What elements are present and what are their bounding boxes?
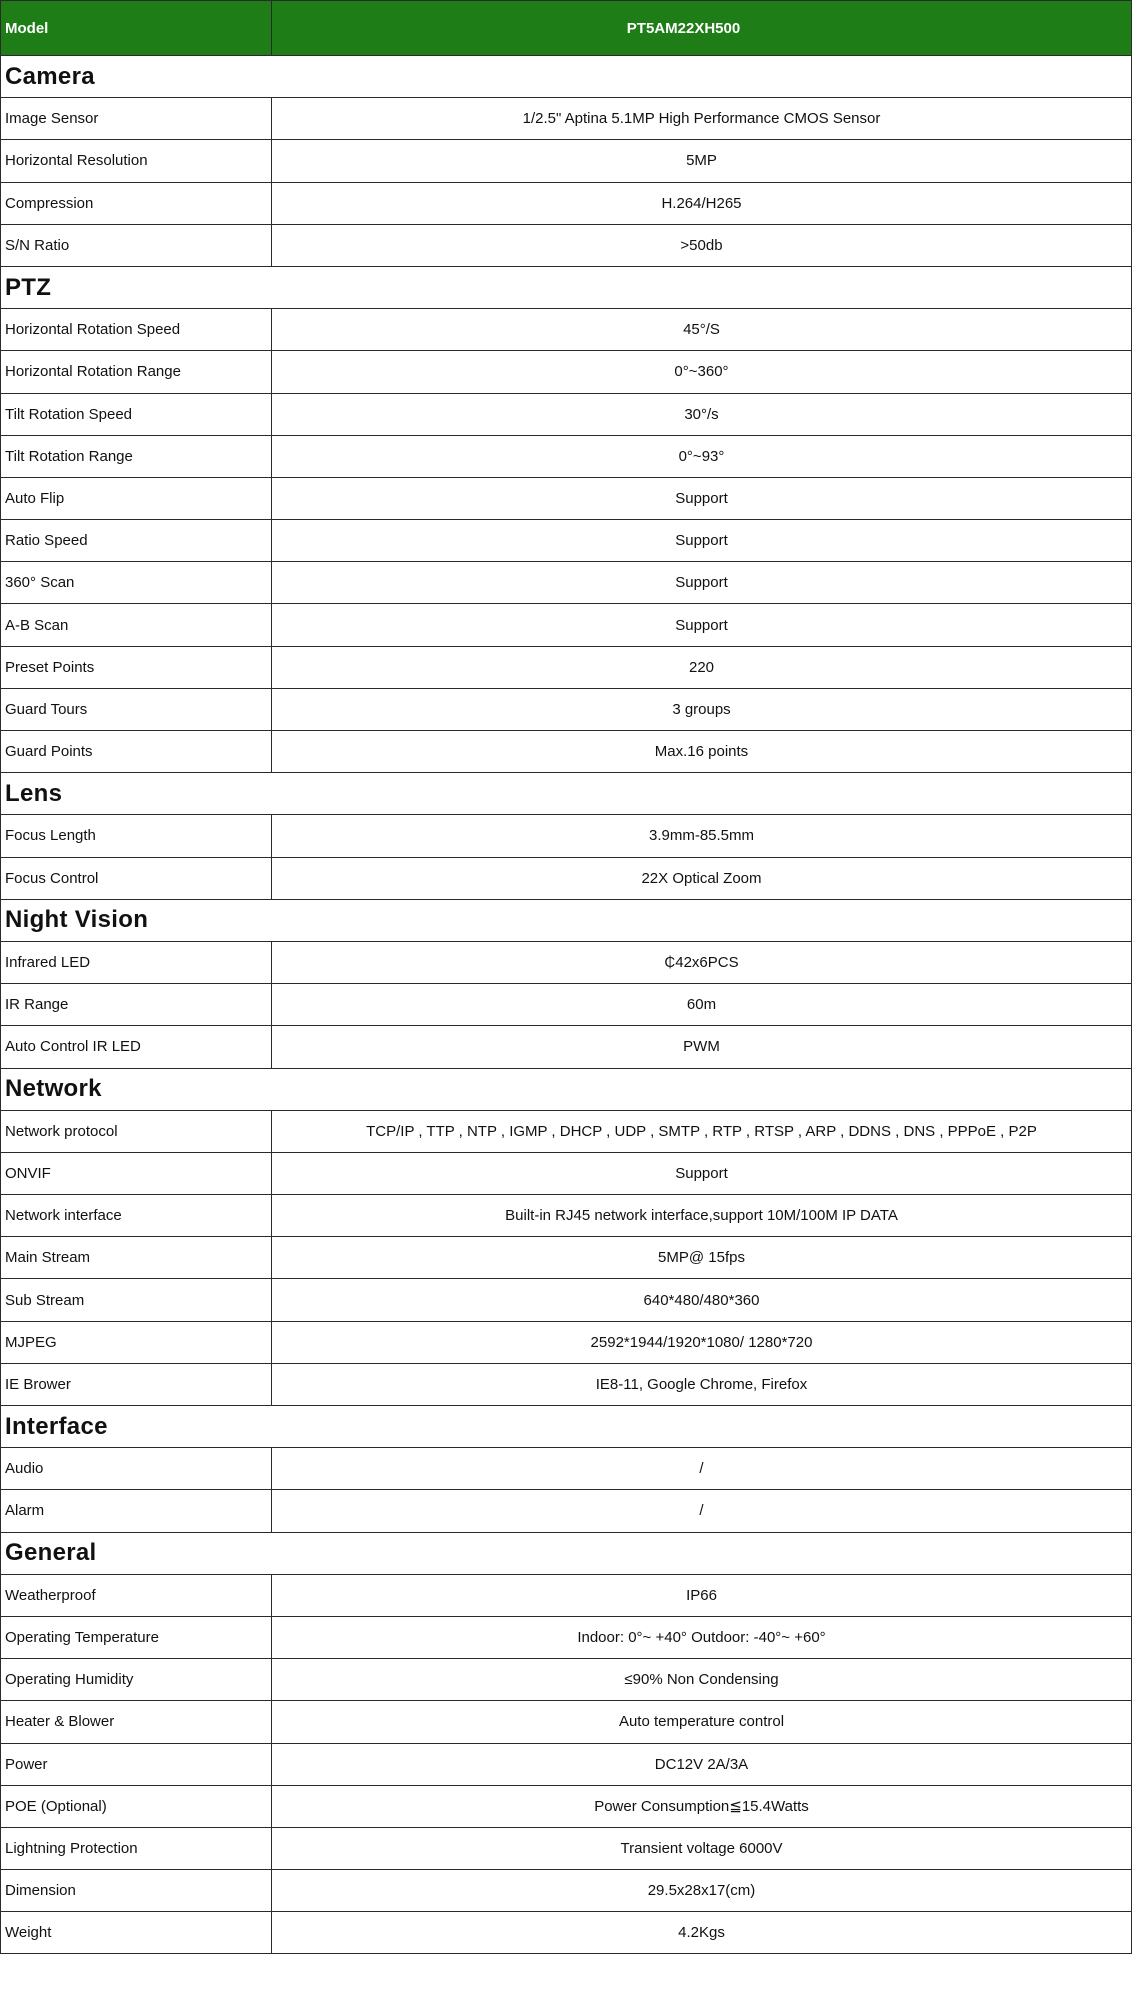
spec-label: Image Sensor [1,98,272,140]
spec-value: Support [272,1152,1132,1194]
spec-value: 45°/S [272,309,1132,351]
table-row [1,182,1132,224]
spec-value: TCP/IP , TTP , NTP , IGMP , DHCP , UDP , SMTP , RTP , RTSP , ARP , DDNS , DNS , PPPoE , P2P [272,1110,1132,1152]
spec-label: Horizontal Rotation Speed [1,309,272,351]
table-row [1,140,1132,182]
table-row [1,520,1132,562]
spec-label: Lightning Protection [1,1827,272,1869]
header-label: Model [1,1,272,56]
spec-label: MJPEG [1,1321,272,1363]
section-title: Network [1,1068,1132,1110]
spec-value: 3 groups [272,688,1132,730]
table-row [1,1701,1132,1743]
spec-label: Dimension [1,1870,272,1912]
table-row [1,1870,1132,1912]
spec-value: 5MP@ 15fps [272,1237,1132,1279]
table-row [1,1659,1132,1701]
table-row [1,224,1132,266]
spec-value: 0°~360° [272,351,1132,393]
spec-value: PWM [272,1026,1132,1068]
table-row [1,941,1132,983]
spec-value: ≤90% Non Condensing [272,1659,1132,1701]
spec-value: Indoor: 0°~ +40° Outdoor: -40°~ +60° [272,1616,1132,1658]
spec-value: Support [272,520,1132,562]
spec-label: Network protocol [1,1110,272,1152]
table-row [1,604,1132,646]
section-title: Lens [1,773,1132,815]
table-row [1,435,1132,477]
spec-label: Operating Humidity [1,1659,272,1701]
spec-value: Support [272,604,1132,646]
spec-label: Weight [1,1912,272,1954]
spec-label: Audio [1,1448,272,1490]
table-row [1,1321,1132,1363]
table-row [1,1110,1132,1152]
section-row [1,1406,1132,1448]
spec-value: Auto temperature control [272,1701,1132,1743]
spec-value: H.264/H265 [272,182,1132,224]
section-row [1,773,1132,815]
spec-label: Weatherproof [1,1574,272,1616]
spec-value: >50db [272,224,1132,266]
spec-label: S/N Ratio [1,224,272,266]
spec-label: Power [1,1743,272,1785]
section-title: Camera [1,56,1132,98]
table-row [1,1448,1132,1490]
spec-label: Horizontal Rotation Range [1,351,272,393]
spec-label: Auto Flip [1,477,272,519]
spec-label: Infrared LED [1,941,272,983]
spec-label: Ratio Speed [1,520,272,562]
table-row [1,1152,1132,1194]
spec-table-body [1,1,1132,1954]
table-row [1,1026,1132,1068]
spec-value: Support [272,562,1132,604]
spec-value: 30°/s [272,393,1132,435]
spec-label: Tilt Rotation Speed [1,393,272,435]
spec-label: IR Range [1,984,272,1026]
spec-label: 360° Scan [1,562,272,604]
spec-label: Guard Tours [1,688,272,730]
spec-value: 60m [272,984,1132,1026]
spec-value: Max.16 points [272,731,1132,773]
spec-value: Power Consumption≦15.4Watts [272,1785,1132,1827]
spec-value: 4.2Kgs [272,1912,1132,1954]
table-row [1,351,1132,393]
spec-value: 220 [272,646,1132,688]
table-row [1,1363,1132,1405]
table-row [1,688,1132,730]
table-row [1,857,1132,899]
spec-value: 22X Optical Zoom [272,857,1132,899]
spec-value: 29.5x28x17(cm) [272,1870,1132,1912]
spec-label: Horizontal Resolution [1,140,272,182]
spec-label: Preset Points [1,646,272,688]
spec-label: A-B Scan [1,604,272,646]
table-row [1,477,1132,519]
section-title: PTZ [1,266,1132,308]
table-row [1,815,1132,857]
spec-label: ONVIF [1,1152,272,1194]
table-row [1,1237,1132,1279]
table-row [1,646,1132,688]
spec-label: Auto Control IR LED [1,1026,272,1068]
spec-value: DC12V 2A/3A [272,1743,1132,1785]
spec-label: Tilt Rotation Range [1,435,272,477]
spec-value: IP66 [272,1574,1132,1616]
spec-value: 2592*1944/1920*1080/ 1280*720 [272,1321,1132,1363]
table-row [1,98,1132,140]
table-row [1,393,1132,435]
spec-value: IE8-11, Google Chrome, Firefox [272,1363,1132,1405]
section-title: General [1,1532,1132,1574]
spec-label: Sub Stream [1,1279,272,1321]
section-row [1,266,1132,308]
spec-label: Focus Control [1,857,272,899]
spec-label: POE (Optional) [1,1785,272,1827]
table-row [1,1743,1132,1785]
table-row [1,1279,1132,1321]
section-row [1,899,1132,941]
spec-value: 3.9mm-85.5mm [272,815,1132,857]
table-row [1,1827,1132,1869]
table-row [1,1785,1132,1827]
spec-value: 5MP [272,140,1132,182]
spec-label: Guard Points [1,731,272,773]
spec-value: 640*480/480*360 [272,1279,1132,1321]
spec-label: Network interface [1,1195,272,1237]
spec-value: / [272,1490,1132,1532]
section-row [1,1068,1132,1110]
section-row [1,56,1132,98]
spec-value: 0°~93° [272,435,1132,477]
table-row [1,731,1132,773]
spec-value: 1/2.5" Aptina 5.1MP High Performance CMOS Sensor [272,98,1132,140]
spec-label: Focus Length [1,815,272,857]
table-row [1,1574,1132,1616]
section-title: Night Vision [1,899,1132,941]
spec-value: ₵42x6PCS [272,941,1132,983]
spec-value: / [272,1448,1132,1490]
spec-label: Operating Temperature [1,1616,272,1658]
table-row [1,1195,1132,1237]
model-name: PT5AM22XH500 [272,1,1132,56]
table-row [1,309,1132,351]
spec-value: Built-in RJ45 network interface,support 10M/100M IP DATA [272,1195,1132,1237]
table-row [1,984,1132,1026]
spec-label: Main Stream [1,1237,272,1279]
spec-label: Heater & Blower [1,1701,272,1743]
table-row [1,1490,1132,1532]
table-header-row [1,1,1132,56]
section-row [1,1532,1132,1574]
table-row [1,562,1132,604]
spec-label: IE Brower [1,1363,272,1405]
spec-value: Transient voltage 6000V [272,1827,1132,1869]
section-title: Interface [1,1406,1132,1448]
spec-label: Compression [1,182,272,224]
spec-label: Alarm [1,1490,272,1532]
table-row [1,1616,1132,1658]
table-row [1,1912,1132,1954]
spec-value: Support [272,477,1132,519]
